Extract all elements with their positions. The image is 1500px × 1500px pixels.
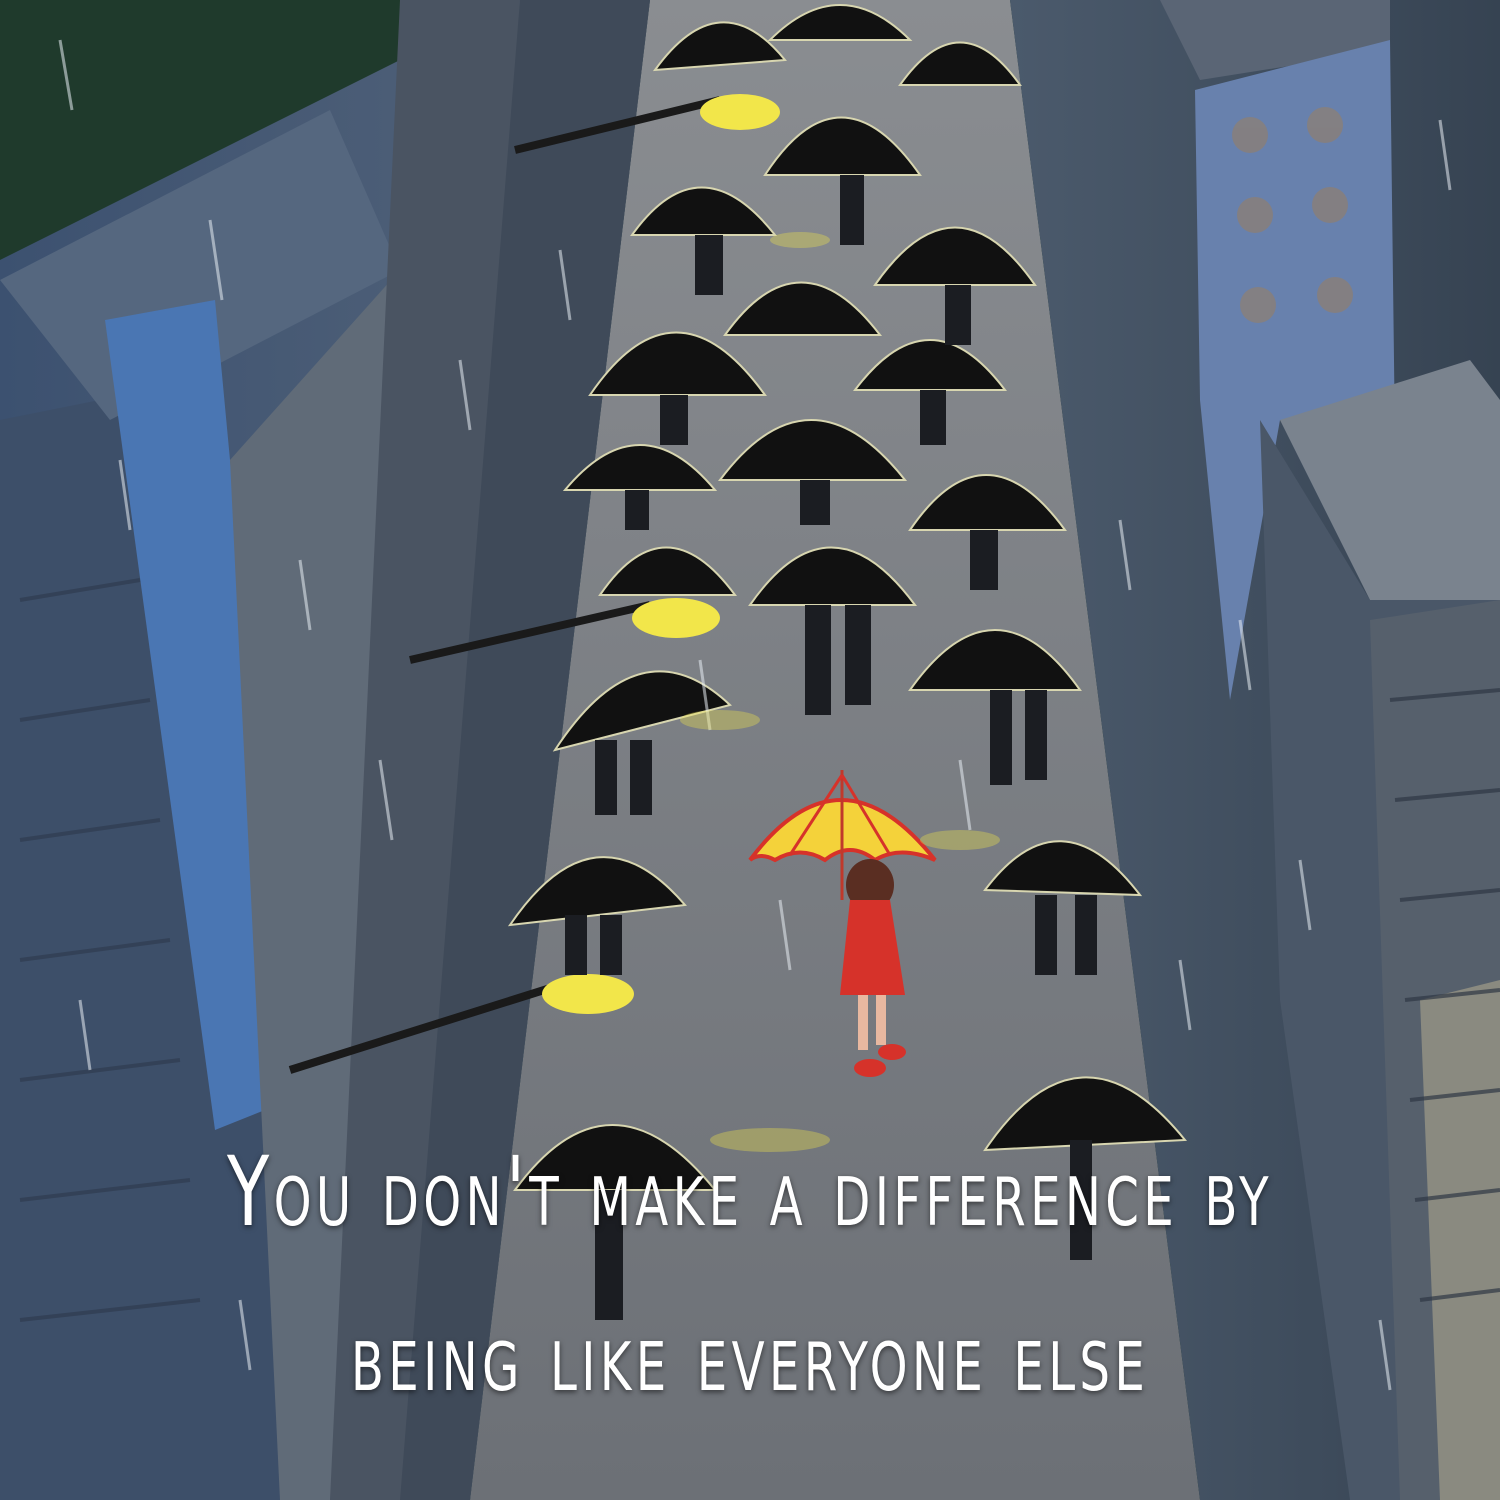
quote-text [0,1110,1500,1440]
quote-line-1: You don't make a difference by [227,1136,1273,1248]
quote-line-2: being like everyone else [350,1301,1150,1413]
